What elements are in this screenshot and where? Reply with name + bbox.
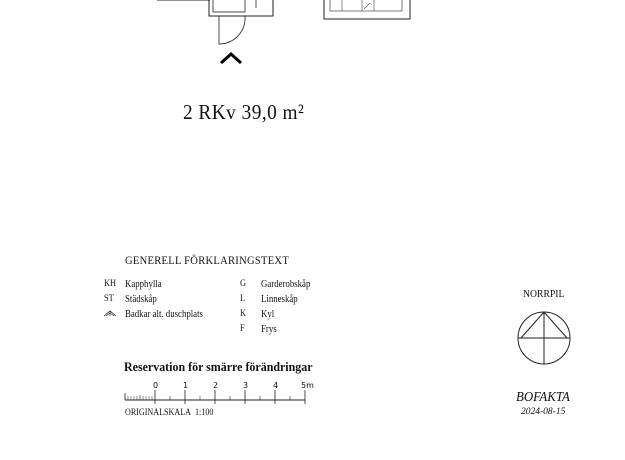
north-arrow-icon bbox=[518, 312, 570, 364]
door-swing-arc bbox=[219, 16, 245, 44]
scale-tick-label: 5m bbox=[301, 381, 314, 390]
legend-code: KH bbox=[104, 279, 117, 289]
plan-kitchen-counter bbox=[330, 0, 402, 11]
legend-label: Frys bbox=[261, 324, 277, 335]
bathtub-symbol-icon bbox=[104, 311, 116, 316]
scale-value: 1:100 bbox=[195, 408, 214, 418]
legend-code: L bbox=[240, 294, 246, 304]
legend-heading: GENERELL FÖRKLARINGSTEXT bbox=[125, 253, 290, 267]
apartment-size-label: 2 RKv 39,0 m² bbox=[183, 100, 305, 124]
plan-room-outline bbox=[209, 0, 273, 16]
entrance-chevron-icon bbox=[221, 54, 241, 63]
scale-tick-label: 1 bbox=[183, 381, 189, 390]
legend-label: Kapphylla bbox=[125, 279, 162, 290]
scale-tick-label: 2 bbox=[213, 381, 219, 390]
scale-tick-label: 4 bbox=[273, 381, 279, 390]
brand-name: BOFAKTA bbox=[516, 390, 570, 405]
legend-label: Kyl bbox=[261, 309, 275, 320]
legend-code: F bbox=[240, 324, 245, 334]
legend-label: Badkar alt. duschplats bbox=[125, 309, 203, 320]
north-arrow-label: NORRPIL bbox=[523, 288, 565, 300]
scale-label: ORIGINALSKALA bbox=[125, 408, 191, 418]
scale-tick-label: 0 bbox=[153, 381, 159, 390]
legend-code: K bbox=[240, 309, 247, 319]
legend-code: ST bbox=[104, 294, 114, 304]
plan-closet bbox=[213, 0, 245, 12]
scale-bar bbox=[125, 390, 305, 404]
legend-label: Linneskåp bbox=[261, 294, 298, 305]
scale-tick-label: 3 bbox=[243, 381, 249, 390]
legend-code: G bbox=[240, 279, 247, 289]
reservation-note: Reservation för smärre förändringar bbox=[124, 359, 313, 374]
plan-room-outline-right bbox=[324, 0, 410, 19]
legend-label: Städskåp bbox=[125, 294, 157, 305]
brand-date: 2024-08-15 bbox=[521, 407, 566, 417]
legend-label: Garderobskåp bbox=[261, 279, 311, 290]
